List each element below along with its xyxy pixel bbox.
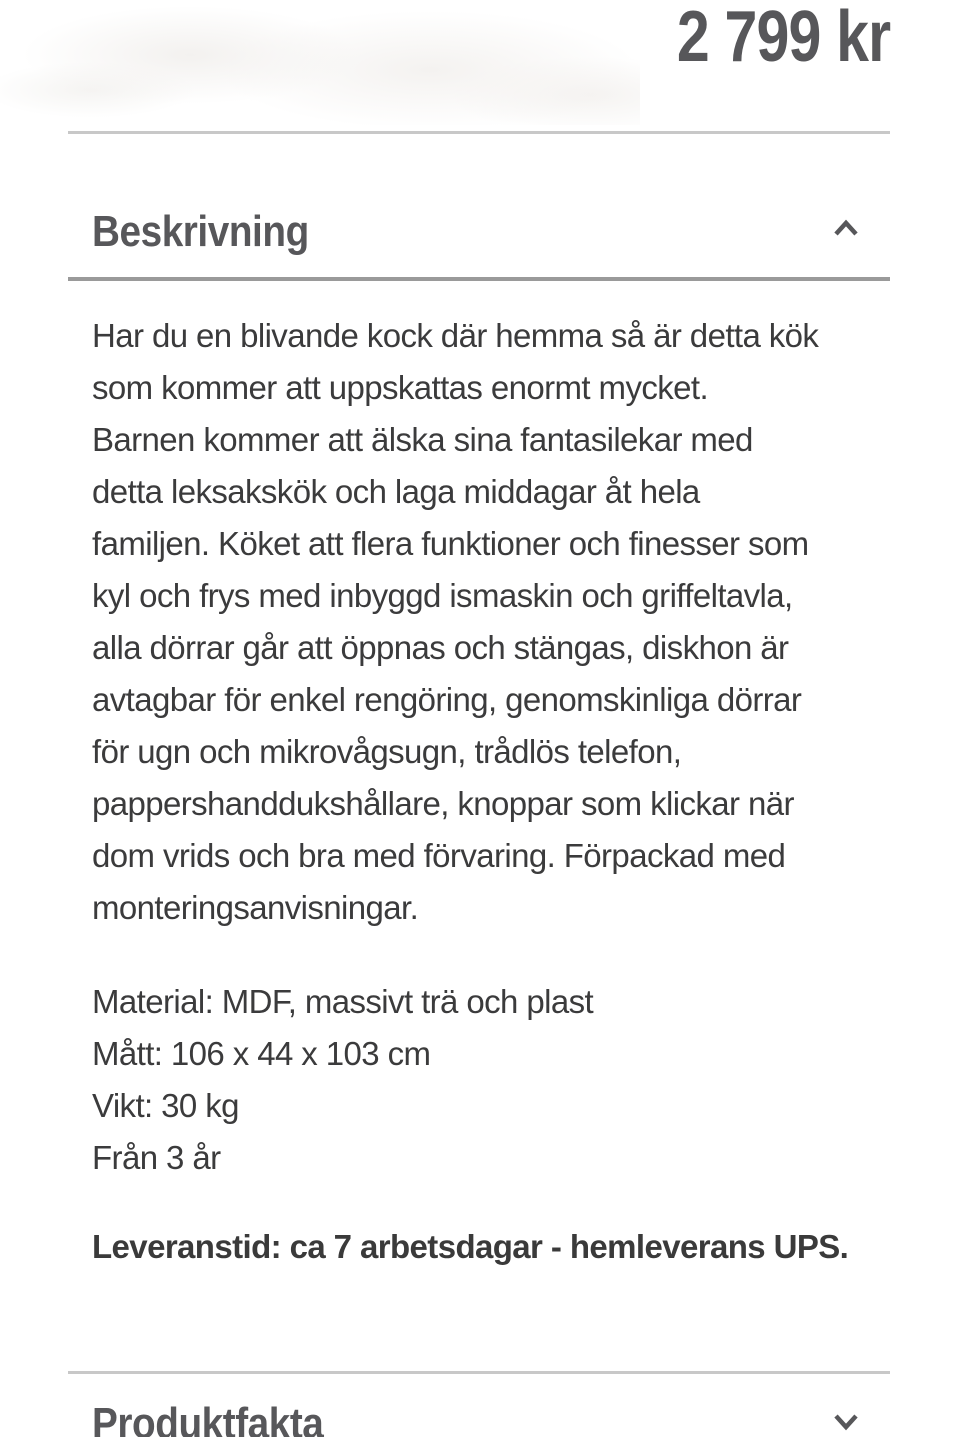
description-line: Barnen kommer att älska sina fantasilekar med (92, 421, 753, 458)
price-label: 2 799 kr (676, 0, 890, 77)
chevron-up-icon[interactable] (833, 219, 859, 237)
product-specs (92, 976, 902, 1184)
divider-product-facts (68, 1371, 890, 1374)
chevron-down-icon[interactable] (833, 1413, 859, 1431)
description-section-title: Beskrivning (92, 207, 309, 256)
delivery-info-text: Leveranstid: ca 7 arbetsdagar - hemleverans UPS. (92, 1228, 849, 1265)
spec-line-dimensions: Mått: 106 x 44 x 103 cm (92, 1035, 431, 1072)
divider-description (68, 277, 890, 281)
description-line: Har du en blivande kock där hemma så är detta kök (92, 317, 819, 354)
product-image[interactable] (0, 0, 640, 125)
description-line: för ugn och mikrovågsugn, trådlös telefon, (92, 733, 682, 770)
product-facts-section-title: Produktfakta (92, 1399, 324, 1437)
spec-line-age: Från 3 år (92, 1139, 221, 1176)
description-section-header[interactable] (92, 207, 890, 267)
description-line: dom vrids och bra med förvaring. Förpackad med (92, 837, 786, 874)
divider-top (68, 131, 890, 134)
spec-line-material: Material: MDF, massivt trä och plast (92, 983, 594, 1020)
delivery-info (92, 1221, 902, 1273)
description-line: kyl och frys med inbyggd ismaskin och griffeltavla, (92, 577, 793, 614)
description-line: avtagbar för enkel rengöring, genomskinliga dörrar (92, 681, 802, 718)
product-facts-section-header[interactable] (92, 1399, 890, 1437)
description-line: familjen. Köket att flera funktioner och finesser som (92, 525, 809, 562)
description-line: detta leksakskök och laga middagar åt hela (92, 473, 700, 510)
description-text (92, 310, 902, 934)
description-line: som kommer att uppskattas enormt mycket. (92, 369, 709, 406)
description-line: monteringsanvisningar. (92, 889, 419, 926)
description-line: pappershanddukshållare, knoppar som klickar när (92, 785, 794, 822)
description-line: alla dörrar går att öppnas och stängas, diskhon är (92, 629, 789, 666)
spec-line-weight: Vikt: 30 kg (92, 1087, 239, 1124)
